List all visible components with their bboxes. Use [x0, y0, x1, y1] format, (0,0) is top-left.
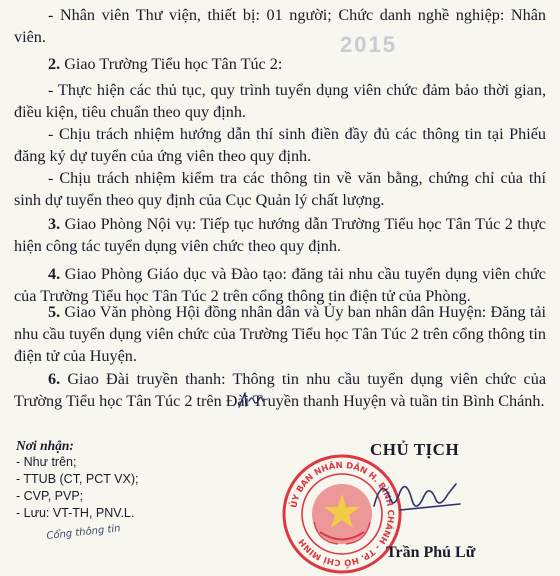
faint-stamp-text: 2015 — [340, 32, 397, 57]
signature — [360, 470, 480, 530]
paragraph-text: Giao Phòng Giáo dục và Đào tạo: đăng tải nhu cầu tuyển dụng viên chức của Trường Tiểu học Tân Túc 2 trên cổng thông tin điện tử của Phòng. — [14, 265, 546, 305]
paragraph-number: 6. — [48, 370, 61, 388]
paragraph-number: 5. — [48, 303, 61, 321]
paragraph-number: 4. — [48, 265, 61, 283]
paragraph-number: 3. — [48, 215, 61, 233]
paragraph-item-6 — [14, 368, 546, 412]
recipient-item: - CVP, PVP; — [16, 489, 84, 503]
recipient-item: - TTUB (CT, PCT VX); — [16, 472, 139, 486]
seal-ring-text: ỦY BAN NHÂN DÂN H. BÌNH CHÁNH - TP. HỒ CHÍ MINH — [289, 460, 396, 568]
paragraph-procedures — [14, 79, 546, 123]
paragraph-check-degrees — [14, 167, 546, 211]
recipient-item: - Như trên; — [16, 455, 77, 469]
paragraph-item-3 — [14, 213, 546, 257]
handwritten-note: Cổng thông tin — [46, 523, 121, 542]
paragraph-text: - Chịu trách nhiệm kiểm tra các thông tin về văn bằng, chứng chỉ của thí sinh dự tuyển theo quy định của Cục Quản lý chất lượng. — [14, 169, 546, 209]
recipient-item: - Lưu: VT-TH, PNV.L. — [16, 506, 135, 520]
recipients-block — [16, 437, 256, 542]
handwritten-initial — [236, 389, 266, 411]
paragraph-text: - Chịu trách nhiệm hướng dẫn thí sinh điền đầy đủ các thông tin tại Phiếu đăng ký dự tuyển của ứng viên theo quy định. — [14, 125, 546, 165]
paragraph-guide-candidates — [14, 123, 546, 167]
paragraph-number: 2. — [48, 55, 61, 73]
signer-title: CHỦ TỊCH — [370, 440, 460, 459]
paragraph-text: - Nhân viên Thư viện, thiết bị: 01 người; Chức danh nghề nghiệp: Nhân viên. — [14, 6, 546, 46]
paragraph-text: Giao Phòng Nội vụ: Tiếp tục hướng dẫn Trường Tiểu học Tân Túc 2 thực hiện công tác tuyển dụng viên chức theo quy định. — [14, 215, 546, 255]
paragraph-item-5 — [14, 301, 546, 367]
paragraph-text: Giao Đài truyền thanh: Thông tin nhu cầu tuyển dụng viên chức của Trường Tiểu học Tân Túc 2 trên Đài Truyền thanh Huyện và tuần tin Bình Chánh. — [14, 370, 547, 410]
paragraph-text: Giao Văn phòng Hội đồng nhân dân và Ủy ban nhân dân Huyện: Đăng tải nhu cầu tuyển dụng viên chức của Trường Tiểu học Tân Túc 2 trên cổng thông tin điện tử của Huyện. — [14, 303, 547, 365]
signer-name: Trần Phú Lữ — [386, 544, 476, 561]
paragraph-text: - Thực hiện các thủ tục, quy trình tuyển dụng viên chức đảm bảo thời gian, điều kiện, tiêu chuẩn theo quy định. — [14, 81, 546, 121]
recipients-title: Nơi nhận: — [16, 438, 74, 453]
paragraph-item-2 — [14, 53, 546, 75]
paragraph-staff-position — [14, 4, 546, 48]
paragraph-text: Giao Trường Tiểu học Tân Túc 2: — [64, 55, 283, 73]
